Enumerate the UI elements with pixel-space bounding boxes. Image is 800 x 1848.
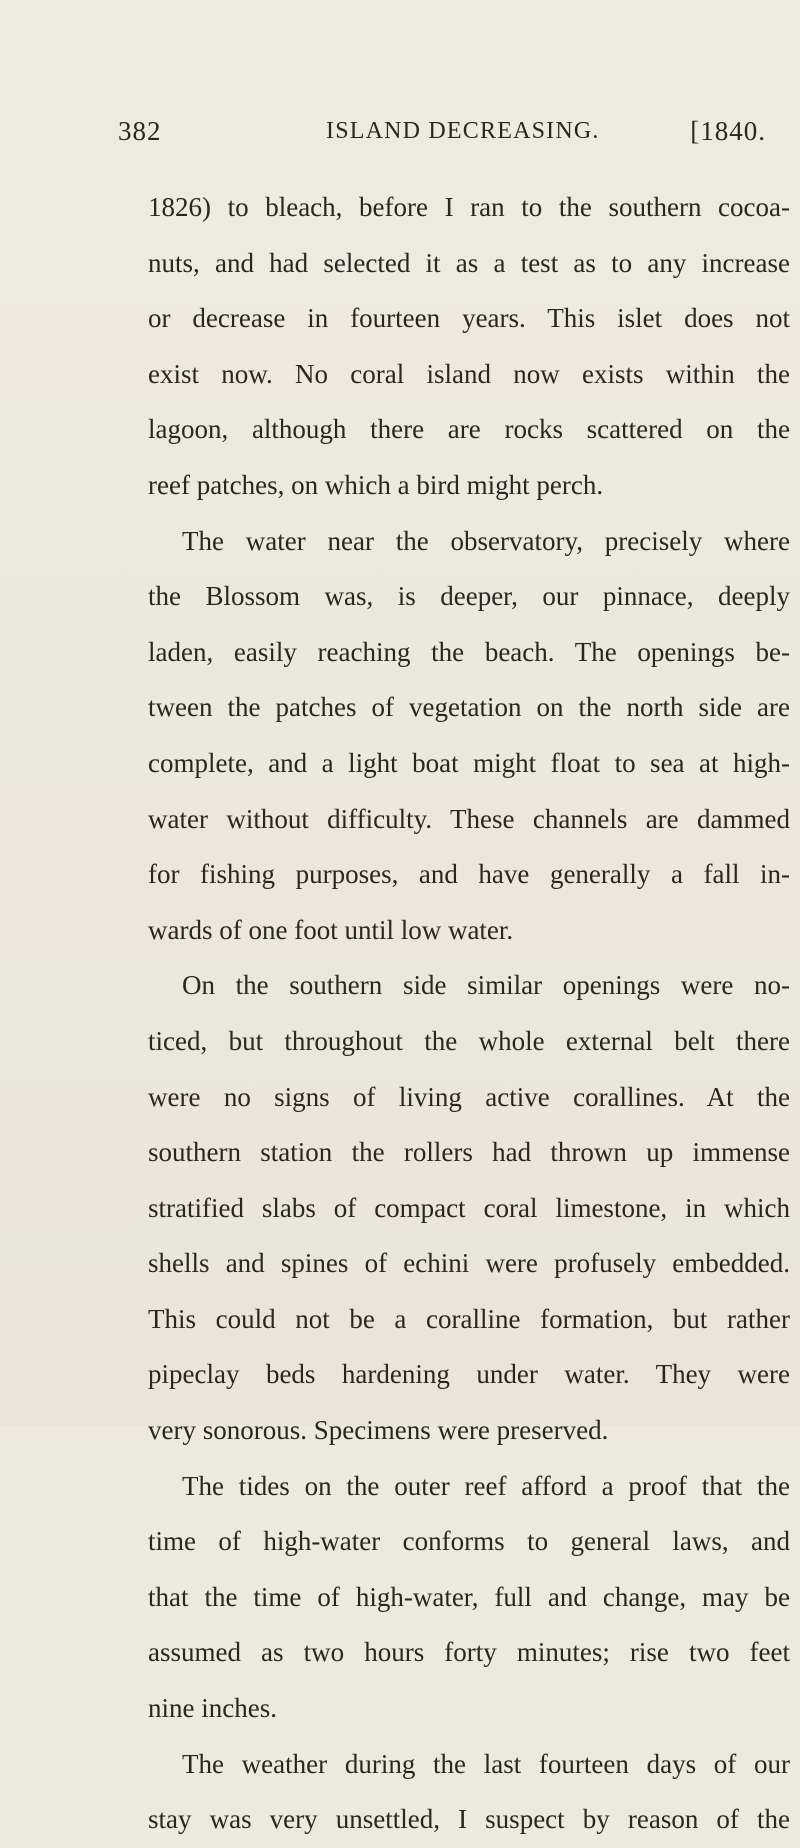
text-line: stratified slabs of compact coral limestone, in which [148, 1192, 790, 1223]
text-line: very sonorous. Specimens were preserved. [148, 1415, 609, 1446]
text-line: The water near the observatory, precisely where [182, 525, 790, 556]
text-line: or decrease in fourteen years. This islet does not [148, 303, 790, 334]
text-line: ticed, but throughout the whole external belt there [148, 1025, 790, 1056]
body-text [148, 180, 790, 1848]
text-line: The weather during the last fourteen days of our [182, 1748, 790, 1779]
text-line: time of high-water conforms to general laws, and [148, 1526, 790, 1557]
text-line: for fishing purposes, and have generally a fall in- [148, 859, 790, 890]
text-line: laden, easily reaching the beach. The openings be- [148, 636, 790, 667]
text-line: exist now. No coral island now exists within the [148, 358, 790, 389]
text-line: water without difficulty. These channels are dammed [148, 803, 790, 834]
text-line: the Blossom was, is deeper, our pinnace, deeply [148, 581, 790, 612]
text-line: that the time of high-water, full and change, may be [148, 1581, 790, 1612]
text-line: On the southern side similar openings were no- [182, 970, 790, 1001]
text-line: shells and spines of echini were profusely embedded. [148, 1248, 790, 1279]
text-line: complete, and a light boat might float to sea at high- [148, 747, 790, 778]
text-line: were no signs of living active corallines. At the [148, 1081, 790, 1112]
text-line: nine inches. [148, 1693, 277, 1724]
text-line: southern station the rollers had thrown up immense [148, 1137, 790, 1168]
running-title: ISLAND DECREASING. [326, 118, 600, 144]
text-line: This could not be a coralline formation, but rather [148, 1303, 790, 1334]
text-line: reef patches, on which a bird might perch. [148, 469, 604, 500]
text-line: The tides on the outer reef afford a proof that the [182, 1470, 790, 1501]
text-line: assumed as two hours forty minutes; rise two feet [148, 1637, 790, 1668]
page-header [118, 116, 766, 156]
text-line: wards of one foot until low water. [148, 914, 514, 945]
text-line: stay was very unsettled, I suspect by reason of the [148, 1804, 790, 1835]
text-line: tween the patches of vegetation on the north side are [148, 692, 790, 723]
text-line: nuts, and had selected it as a test as to any increase [148, 247, 790, 278]
page-number: 382 [118, 116, 162, 146]
text-line: 1826) to bleach, before I ran to the southern cocoa- [148, 192, 790, 222]
header-year: [1840. [690, 116, 766, 146]
text-line: lagoon, although there are rocks scattered on the [148, 414, 790, 445]
text-line: pipeclay beds hardening under water. They were [148, 1359, 790, 1390]
